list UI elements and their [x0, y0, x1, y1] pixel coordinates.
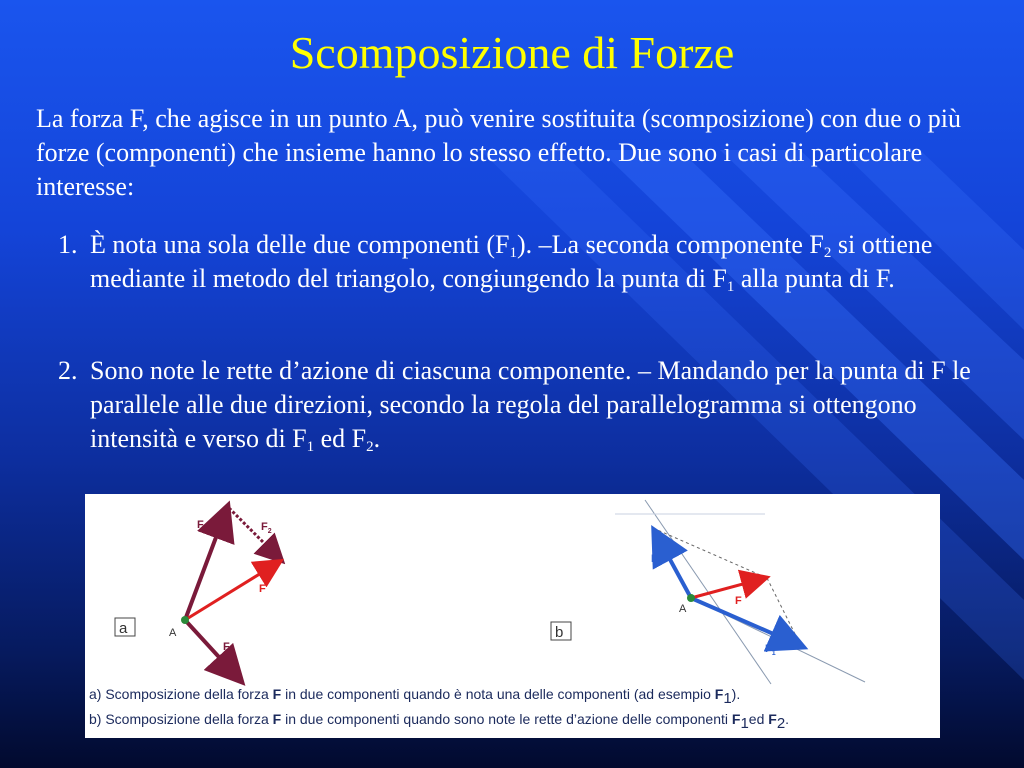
force-f2-arrow-dashed: [229, 508, 281, 560]
svg-text:F: F: [735, 595, 742, 607]
point-a: [181, 616, 189, 624]
force-f1-arrow: [185, 508, 227, 620]
list-number: 1.: [58, 230, 78, 259]
svg-text:A: A: [679, 603, 687, 615]
list-item-1: [58, 228, 998, 296]
svg-text:F2: $F_2$: [223, 641, 234, 655]
list-number: 2.: [58, 356, 78, 385]
diagram-b: [551, 500, 865, 684]
svg-text:F2: $F_2$: [261, 521, 272, 535]
svg-text:F1: $F_1$: [765, 643, 776, 657]
caption-a: a) Scomposizione della forza F in due componenti quando è nota una delle componenti (ad esempio $F_1$).: [89, 686, 741, 707]
svg-text:A: A: [169, 627, 177, 639]
force-f1-arrow-b: [691, 598, 801, 646]
svg-text:F1: $F_1$: [197, 519, 208, 533]
point-a-b: [687, 594, 695, 602]
box-b-label: b: [555, 624, 564, 641]
box-a-label: a: [119, 620, 128, 637]
force-decomposition-figure: [85, 494, 940, 738]
list-item-text: Sono note le rette d’azione di ciascuna componente. – Mandando per la punta di F le parallele alle due direzioni, secondo la regola del parallelogramma si ottengono intensità e verso di $F_1$ ed $F_2$.: [90, 356, 971, 455]
list-item-text: È nota una sola delle due componenti $(F_1)$. –La seconda componente $F_2$ si ottiene mediante il metodo del triangolo, congiungendo la punta di $F_1$ alla punta di F.: [90, 230, 933, 295]
diagram-a: [115, 508, 281, 680]
svg-text:F: F: [259, 583, 266, 595]
list-item-2: [58, 354, 998, 456]
svg-text:F2: $F_2$: [651, 553, 662, 567]
force-f-arrow-b: [691, 578, 765, 598]
caption-b: b) Scomposizione della forza F in due componenti quando sono note le rette d’azione delle componenti $F_1ed$ $F_2$.: [89, 711, 790, 732]
intro-paragraph: La forza F, che agisce in un punto A, può venire sostituita (scomposizione) con due o più forze (componenti) che insieme hanno lo stesso effetto. Due sono i casi di particolare interesse:: [36, 104, 962, 201]
page-title: Scomposizione di Forze: [289, 27, 735, 78]
